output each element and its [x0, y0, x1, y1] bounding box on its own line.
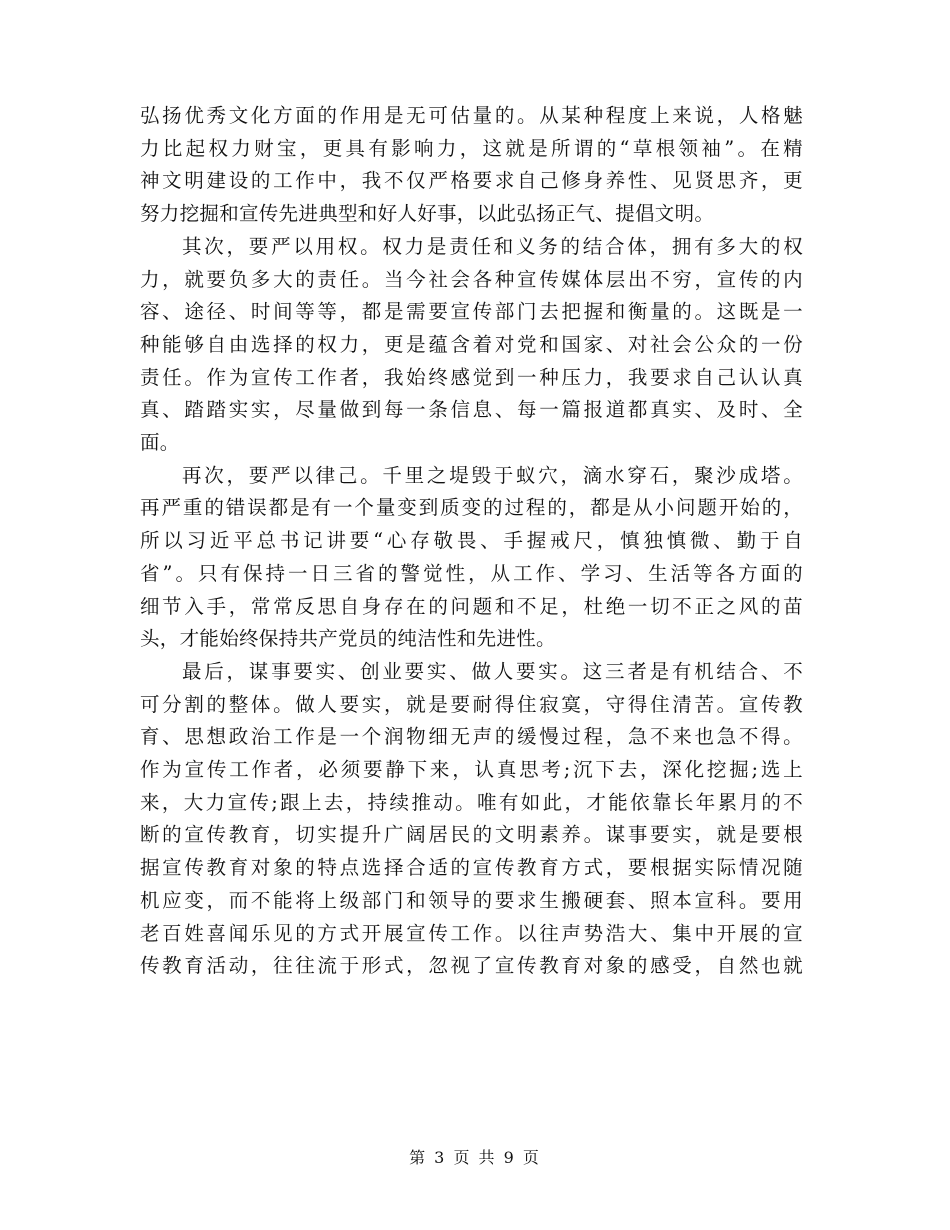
text-line: 种能够自由选择的权力，更是蕴含着对党和国家、对社会公众的一份	[140, 332, 803, 356]
paragraph-2	[140, 231, 803, 460]
text-line: 真、踏踏实实，尽量做到每一条信息、每一篇报道都真实、及时、全	[140, 398, 803, 422]
text-line: 机应变，而不能将上级部门和领导的要求生搬硬套、照本宣科。要用	[140, 888, 803, 912]
text-line: 断的宣传教育，切实提升广阔居民的文明素养。谋事要实，就是要根	[140, 823, 803, 847]
text-line: 再次，要严以律己。千里之堤毁于蚁穴，滴水穿石，聚沙成塔。	[182, 463, 803, 487]
text-line: 神文明建设的工作中，我不仅严格要求自己修身养性、见贤思齐，更	[140, 169, 803, 193]
paragraph-1	[140, 100, 803, 231]
text-line: 头，才能始终保持共产党员的纯洁性和先进性。	[140, 627, 556, 651]
text-line: 弘扬优秀文化方面的作用是无可估量的。从某种程度上来说，人格魅	[140, 104, 803, 127]
text-line: 育、思想政治工作是一个润物细无声的缓慢过程，急不来也急不得。	[140, 725, 803, 749]
page-number-footer: 第 3 页 共 9 页	[409, 1148, 541, 1167]
text-line: 作为宣传工作者，必须要静下来，认真思考;沉下去，深化挖掘;选上	[140, 758, 803, 782]
text-line: 责任。作为宣传工作者，我始终感觉到一种压力，我要求自己认认真	[140, 365, 803, 389]
text-line: 力，就要负多大的责任。当今社会各种宣传媒体层出不穷，宣传的内	[140, 267, 803, 291]
text-line: 面。	[140, 431, 180, 455]
text-line: 来，大力宣传;跟上去，持续推动。唯有如此，才能依靠长年累月的不	[140, 790, 803, 814]
text-line: 据宣传教育对象的特点选择合适的宣传教育方式，要根据实际情况随	[140, 856, 803, 880]
text-line: 细节入手，常常反思自身存在的问题和不足，杜绝一切不正之风的苗	[140, 594, 803, 618]
text-line: 容、途径、时间等等，都是需要宣传部门去把握和衡量的。这既是一	[140, 300, 803, 324]
text-line: 省”。只有保持一日三省的警觉性，从工作、学习、生活等各方面的	[140, 561, 803, 585]
text-line: 可分割的整体。做人要实，就是要耐得住寂寞，守得住清苦。宣传教	[140, 692, 803, 716]
document-body	[140, 100, 803, 983]
text-line: 其次，要严以用权。权力是责任和义务的结合体，拥有多大的权	[182, 234, 803, 258]
text-line: 努力挖掘和宣传先进典型和好人好事，以此弘扬正气、提倡文明。	[140, 202, 715, 226]
text-line: 所以习近平总书记讲要“心存敬畏、手握戒尺，慎独慎微、勤于自	[140, 529, 803, 553]
text-line: 力比起权力财宝，更具有影响力，这就是所谓的“草根领袖”。在精	[140, 136, 803, 160]
text-line: 再严重的错误都是有一个量变到质变的过程的，都是从小问题开始的，	[140, 496, 803, 520]
text-line: 传教育活动，往往流于形式，忽视了宣传教育对象的感受，自然也就	[140, 954, 803, 978]
paragraph-4	[140, 656, 803, 983]
paragraph-3	[140, 460, 803, 656]
text-line: 老百姓喜闻乐见的方式开展宣传工作。以往声势浩大、集中开展的宣	[140, 921, 803, 945]
text-line: 最后，谋事要实、创业要实、做人要实。这三者是有机结合、不	[182, 659, 803, 683]
